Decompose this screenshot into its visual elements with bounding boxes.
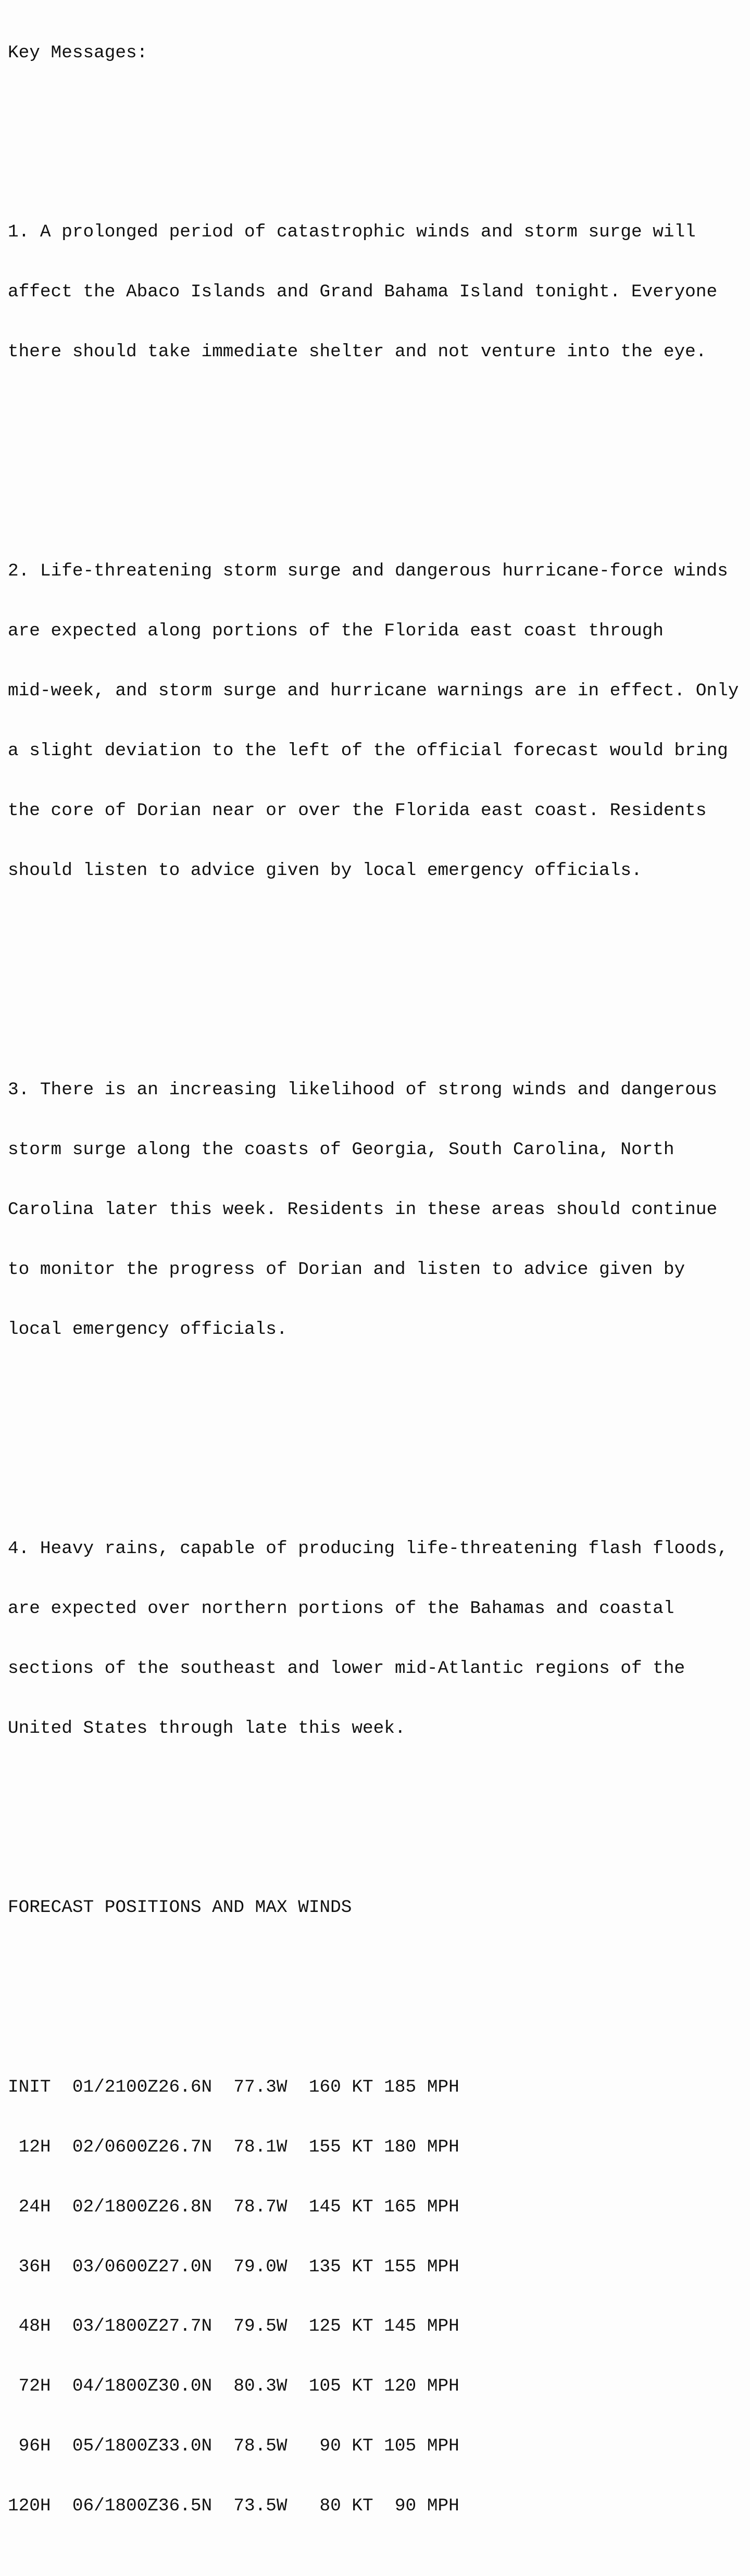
- blank-line: [8, 103, 739, 122]
- forecast-row: [8, 2257, 739, 2277]
- forecast-hour: 48H: [8, 2316, 51, 2337]
- message-line: a slight deviation to the left of the official forecast would bring: [8, 740, 728, 761]
- forecast-wind-mph: 155 MPH: [384, 2256, 459, 2277]
- forecast-latitude: 36.5N: [158, 2496, 213, 2517]
- forecast-wind-mph: 105 MPH: [384, 2436, 459, 2457]
- forecast-longitude: 78.7W: [233, 2196, 288, 2217]
- advisory-document: [8, 3, 739, 2576]
- forecast-hour: 36H: [8, 2256, 51, 2277]
- forecast-wind-kt: 155 KT: [308, 2136, 373, 2157]
- message-line: the core of Dorian near or over the Florida east coast. Residents: [8, 800, 707, 821]
- forecast-wind-kt: 145 KT: [308, 2196, 373, 2217]
- forecast-latitude: 33.0N: [158, 2436, 213, 2457]
- forecast-row: [8, 2317, 739, 2336]
- forecast-wind-mph: 145 MPH: [384, 2316, 459, 2337]
- forecast-latitude: 30.0N: [158, 2376, 213, 2397]
- message-line: 1. A prolonged period of catastrophic winds and storm surge will: [8, 222, 696, 243]
- forecast-time: 06/1800Z: [72, 2496, 158, 2517]
- forecast-hour: 96H: [8, 2436, 51, 2457]
- forecast-longitude: 79.0W: [233, 2256, 288, 2277]
- forecast-hour: INIT: [8, 2077, 51, 2097]
- forecast-wind-mph: 120 MPH: [384, 2376, 459, 2397]
- forecast-latitude: 26.7N: [158, 2136, 213, 2157]
- message-line: should listen to advice given by local emergency officials.: [8, 860, 642, 881]
- blank-line: [8, 1419, 739, 1439]
- message-line: sections of the southeast and lower mid-Atlantic regions of the: [8, 1658, 685, 1679]
- forecast-wind-kt: 90 KT: [308, 2436, 373, 2457]
- blank-line: [8, 1958, 739, 1978]
- message-line: 2. Life-threatening storm surge and dangerous hurricane-force winds: [8, 561, 728, 582]
- forecast-hour: 72H: [8, 2376, 51, 2397]
- key-messages-heading: Key Messages:: [8, 42, 148, 63]
- message-line: mid-week, and storm surge and hurricane warnings are in effect. Only: [8, 681, 739, 702]
- blank-line: [8, 1818, 739, 1838]
- message-line: Carolina later this week. Residents in these areas should continue: [8, 1199, 718, 1220]
- message-line: are expected along portions of the Florida east coast through: [8, 621, 664, 642]
- forecast-latitude: 27.0N: [158, 2256, 213, 2277]
- message-line: are expected over northern portions of the Bahamas and coastal: [8, 1598, 674, 1619]
- blank-line: [8, 442, 739, 462]
- key-message-3: [8, 1040, 739, 1379]
- message-line: 4. Heavy rains, capable of producing life-threatening flash floods,: [8, 1538, 728, 1559]
- forecast-wind-kt: 135 KT: [308, 2256, 373, 2277]
- message-line: to monitor the progress of Dorian and listen to advice given by: [8, 1259, 685, 1280]
- forecast-row: [8, 2436, 739, 2456]
- forecast-table: [8, 2037, 739, 2556]
- forecast-row: [8, 2197, 739, 2217]
- forecast-latitude: 26.8N: [158, 2196, 213, 2217]
- forecast-longitude: 78.5W: [233, 2436, 288, 2457]
- forecast-time: 03/1800Z: [72, 2316, 158, 2337]
- forecast-time: 03/0600Z: [72, 2256, 158, 2277]
- forecast-time: 05/1800Z: [72, 2436, 158, 2457]
- forecast-title: FORECAST POSITIONS AND MAX WINDS: [8, 1897, 352, 1918]
- forecast-time: 01/2100Z: [72, 2077, 158, 2097]
- message-line: 3. There is an increasing likelihood of strong winds and dangerous: [8, 1080, 718, 1101]
- forecast-row: [8, 2078, 739, 2097]
- forecast-time: 02/1800Z: [72, 2196, 158, 2217]
- blank-line: [8, 960, 739, 980]
- message-line: local emergency officials.: [8, 1319, 288, 1340]
- forecast-wind-mph: 165 MPH: [384, 2196, 459, 2217]
- forecast-longitude: 73.5W: [233, 2496, 288, 2517]
- forecast-wind-kt: 80 KT: [308, 2496, 373, 2517]
- forecast-wind-mph: 90 MPH: [384, 2496, 459, 2517]
- forecast-row: [8, 2137, 739, 2157]
- message-line: there should take immediate shelter and not venture into the eye.: [8, 342, 707, 362]
- forecast-hour: 24H: [8, 2196, 51, 2217]
- forecast-wind-kt: 160 KT: [308, 2077, 373, 2097]
- forecast-latitude: 26.6N: [158, 2077, 213, 2097]
- forecast-longitude: 78.1W: [233, 2136, 288, 2157]
- message-line: storm surge along the coasts of Georgia, South Carolina, North: [8, 1139, 674, 1160]
- forecast-latitude: 27.7N: [158, 2316, 213, 2337]
- message-line: United States through late this week.: [8, 1718, 406, 1739]
- key-message-4: [8, 1499, 739, 1778]
- forecast-wind-kt: 125 KT: [308, 2316, 373, 2337]
- key-message-1: [8, 183, 739, 402]
- forecast-wind-mph: 180 MPH: [384, 2136, 459, 2157]
- forecast-time: 02/0600Z: [72, 2136, 158, 2157]
- forecast-row: [8, 2377, 739, 2396]
- forecast-longitude: 80.3W: [233, 2376, 288, 2397]
- forecast-row: [8, 2496, 739, 2516]
- message-line: affect the Abaco Islands and Grand Bahama Island tonight. Everyone: [8, 282, 718, 303]
- forecast-wind-mph: 185 MPH: [384, 2077, 459, 2097]
- forecast-longitude: 79.5W: [233, 2316, 288, 2337]
- forecast-longitude: 77.3W: [233, 2077, 288, 2097]
- key-message-2: [8, 522, 739, 921]
- forecast-wind-kt: 105 KT: [308, 2376, 373, 2397]
- forecast-hour: 120H: [8, 2496, 51, 2517]
- forecast-hour: 12H: [8, 2136, 51, 2157]
- forecast-time: 04/1800Z: [72, 2376, 158, 2397]
